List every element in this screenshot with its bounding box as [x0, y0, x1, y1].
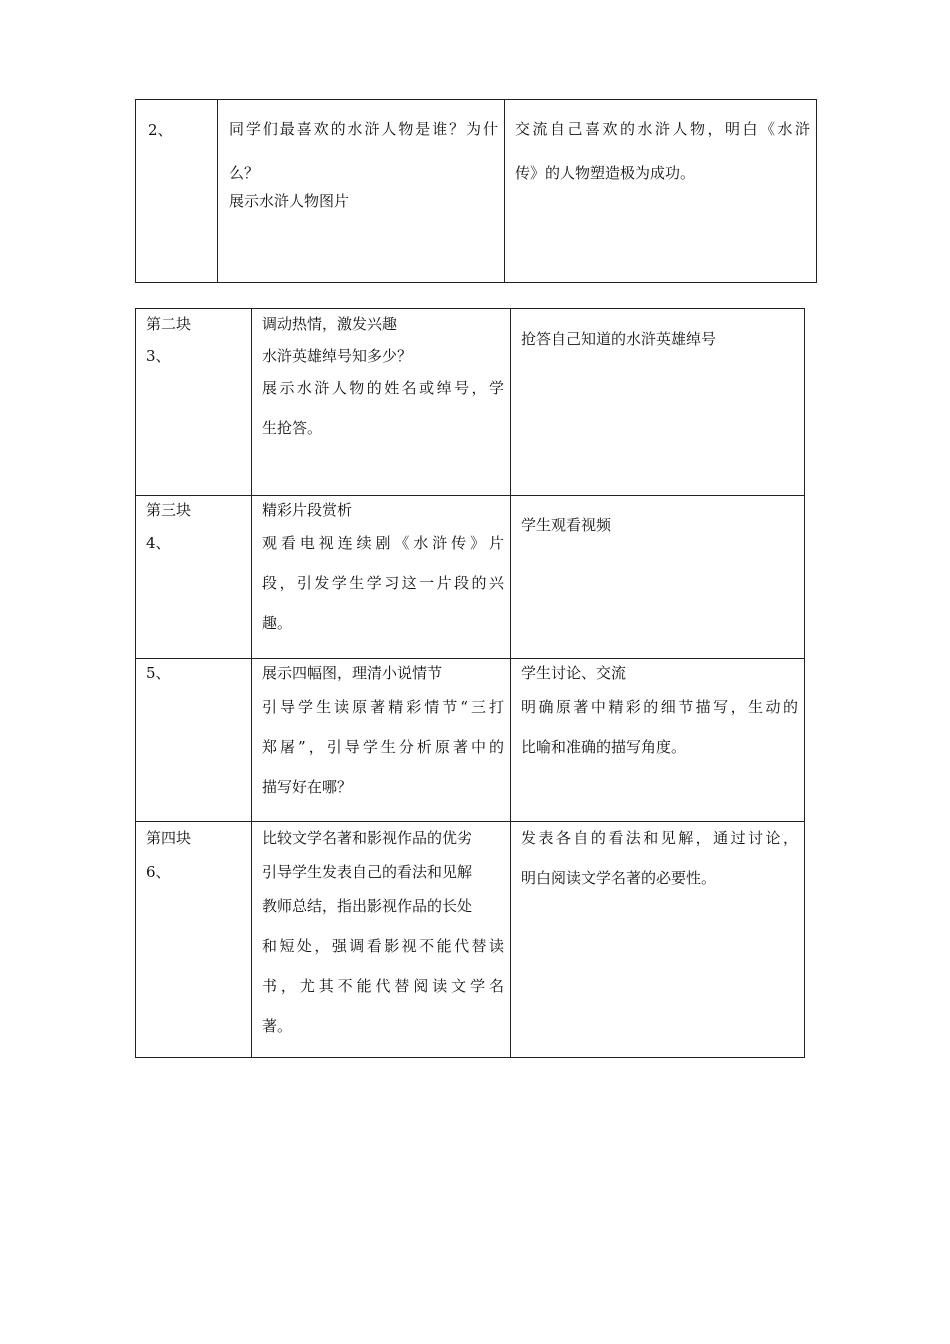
table-row	[136, 496, 805, 659]
step-cell	[136, 496, 252, 659]
student-cell	[505, 100, 817, 283]
top-lesson-table	[135, 99, 817, 283]
student-line: 比喻和准确的描写角度。	[521, 738, 687, 756]
student-line: 抢答自己知道的水浒英雄绰号	[521, 330, 717, 348]
block-label: 第三块	[146, 501, 192, 519]
table-row	[136, 659, 805, 822]
student-line: 明白阅读文学名著的必要性。	[521, 869, 717, 887]
activity-line: 生抢答。	[262, 419, 323, 437]
activity-line: 教师总结，指出影视作品的长处	[262, 897, 473, 915]
student-cell	[511, 659, 805, 822]
table-row	[136, 822, 805, 1058]
activity-line: 段，引发学生学习这一片段的兴	[262, 574, 504, 592]
step-number: 3、	[146, 347, 171, 365]
activity-line: 观看电视连续剧《水浒传》片	[262, 534, 504, 552]
student-cell	[511, 309, 805, 496]
activity-line: 和短处，强调看影视不能代替读	[262, 937, 504, 955]
activity-line: 么？	[229, 164, 260, 182]
table-row	[136, 309, 805, 496]
step-cell	[136, 659, 252, 822]
activity-line: 展示水浒人物图片	[229, 192, 350, 210]
student-cell	[511, 822, 805, 1058]
activity-line: 比较文学名著和影视作品的优劣	[262, 829, 473, 847]
student-line: 学生讨论、交流	[521, 664, 627, 682]
activity-line: 展示四幅图，理清小说情节	[262, 664, 443, 682]
activity-line: 趣。	[262, 614, 293, 632]
student-line: 明确原著中精彩的细节描写，生动的	[521, 698, 798, 716]
step-number: 6、	[146, 863, 171, 881]
block-label: 第二块	[146, 315, 192, 333]
activity-line: 引导学生发表自己的看法和见解	[262, 863, 473, 881]
student-cell	[511, 496, 805, 659]
main-lesson-table	[135, 308, 805, 1058]
activity-line: 精彩片段赏析	[262, 501, 353, 519]
step-number: 4、	[146, 534, 171, 552]
activity-line: 描写好在哪？	[262, 778, 353, 796]
step-number: 2、	[148, 121, 173, 139]
block-label: 第四块	[146, 829, 192, 847]
student-line: 交流自己喜欢的水浒人物，明白《水浒	[515, 120, 810, 138]
activity-line: 引导学生读原著精彩情节“三打	[262, 698, 504, 716]
activity-cell	[252, 309, 511, 496]
activity-cell	[252, 496, 511, 659]
activity-cell	[218, 100, 505, 283]
activity-line: 书，尤其不能代替阅读文学名	[262, 977, 504, 995]
activity-line: 水浒英雄绰号知多少？	[262, 347, 413, 365]
activity-cell	[252, 822, 511, 1058]
step-number: 5、	[146, 664, 171, 682]
activity-line: 展示水浒人物的姓名或绰号，学	[262, 379, 504, 397]
step-cell	[136, 309, 252, 496]
student-line: 传》的人物塑造极为成功。	[515, 164, 696, 182]
activity-cell	[252, 659, 511, 822]
activity-line: 调动热情，激发兴趣	[262, 315, 398, 333]
step-cell	[136, 822, 252, 1058]
student-line: 学生观看视频	[521, 516, 612, 534]
student-line: 发表各自的看法和见解，通过讨论，	[521, 829, 798, 847]
activity-line: 著。	[262, 1017, 293, 1035]
activity-line: 同学们最喜欢的水浒人物是谁？为什	[229, 120, 498, 138]
step-cell	[136, 100, 218, 283]
table-row	[136, 100, 817, 283]
activity-line: 郑屠”，引导学生分析原著中的	[262, 738, 504, 756]
